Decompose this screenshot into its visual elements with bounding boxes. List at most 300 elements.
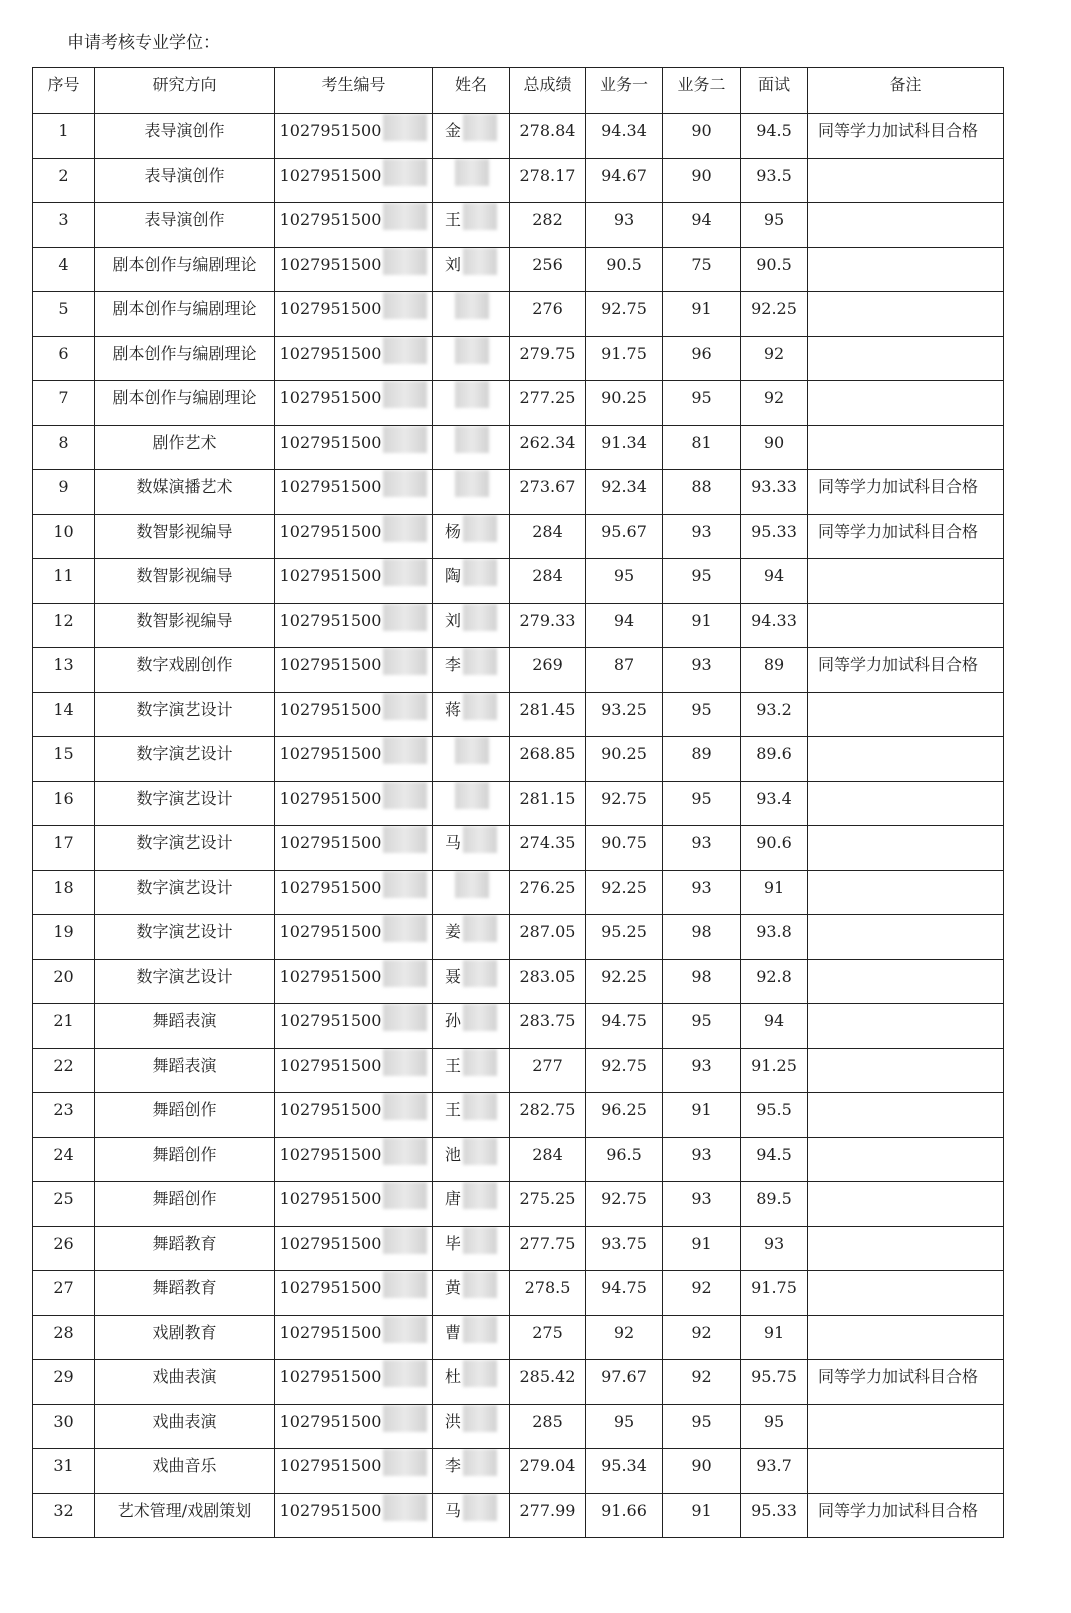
table-row xyxy=(33,692,1004,737)
redacted-id-digits xyxy=(383,1405,427,1432)
cell-candidate-id: 1027951500 xyxy=(275,559,433,604)
cell-interview: 93.5 xyxy=(741,158,808,203)
cell-candidate-id: 1027951500 xyxy=(275,203,433,248)
cell-candidate-id: 1027951500 xyxy=(275,1360,433,1405)
cell-interview: 90.5 xyxy=(741,247,808,292)
cell-direction: 表导演创作 xyxy=(95,158,275,203)
redacted-id-digits xyxy=(383,648,427,675)
cell-subject1: 96.25 xyxy=(586,1093,663,1138)
cell-direction: 舞蹈教育 xyxy=(95,1271,275,1316)
cell-direction: 表导演创作 xyxy=(95,203,275,248)
cell-subject1: 91.66 xyxy=(586,1493,663,1538)
redacted-id-digits xyxy=(383,559,427,586)
cell-subject1: 91.75 xyxy=(586,336,663,381)
cell-total: 278.84 xyxy=(510,114,586,159)
cell-interview: 95.33 xyxy=(741,1493,808,1538)
col-header-remark: 备注 xyxy=(808,68,1004,114)
redacted-name xyxy=(463,648,497,675)
cell-total: 275 xyxy=(510,1315,586,1360)
cell-remark: 同等学力加试科目合格 xyxy=(808,648,1004,693)
cell-interview: 93.7 xyxy=(741,1449,808,1494)
cell-candidate-id: 1027951500 xyxy=(275,781,433,826)
cell-subject1: 92.75 xyxy=(586,1048,663,1093)
cell-remark xyxy=(808,870,1004,915)
cell-remark xyxy=(808,1404,1004,1449)
cell-seq: 4 xyxy=(33,247,95,292)
redacted-name xyxy=(455,737,489,764)
redacted-name xyxy=(463,515,497,542)
cell-total: 276.25 xyxy=(510,870,586,915)
cell-direction: 舞蹈教育 xyxy=(95,1226,275,1271)
cell-direction: 数字演艺设计 xyxy=(95,737,275,782)
cell-subject1: 94.34 xyxy=(586,114,663,159)
cell-subject2: 96 xyxy=(663,336,741,381)
cell-subject2: 95 xyxy=(663,1404,741,1449)
redacted-name xyxy=(463,114,497,141)
table-row xyxy=(33,292,1004,337)
cell-candidate-id: 1027951500 xyxy=(275,826,433,871)
cell-remark xyxy=(808,559,1004,604)
redacted-name xyxy=(463,1049,497,1076)
cell-direction: 艺术管理/戏剧策划 xyxy=(95,1493,275,1538)
cell-direction: 剧作艺术 xyxy=(95,425,275,470)
cell-subject2: 81 xyxy=(663,425,741,470)
cell-candidate-id: 1027951500 xyxy=(275,158,433,203)
cell-subject2: 93 xyxy=(663,1137,741,1182)
cell-subject2: 92 xyxy=(663,1315,741,1360)
cell-subject1: 93.75 xyxy=(586,1226,663,1271)
cell-subject2: 91 xyxy=(663,1493,741,1538)
cell-interview: 89 xyxy=(741,648,808,693)
cell-seq: 20 xyxy=(33,959,95,1004)
table-row xyxy=(33,1404,1004,1449)
cell-candidate-id: 1027951500 xyxy=(275,514,433,559)
cell-candidate-id: 1027951500 xyxy=(275,292,433,337)
cell-candidate-id: 1027951500 xyxy=(275,737,433,782)
table-row xyxy=(33,1004,1004,1049)
cell-name: 洪 xyxy=(433,1404,510,1449)
redacted-name xyxy=(463,693,497,720)
cell-remark xyxy=(808,247,1004,292)
cell-interview: 94.5 xyxy=(741,114,808,159)
cell-subject1: 90.25 xyxy=(586,381,663,426)
cell-name: 姜 xyxy=(433,915,510,960)
redacted-name xyxy=(455,159,489,186)
cell-seq: 13 xyxy=(33,648,95,693)
cell-seq: 5 xyxy=(33,292,95,337)
redacted-name xyxy=(463,1360,497,1387)
cell-direction: 戏剧教育 xyxy=(95,1315,275,1360)
cell-remark xyxy=(808,1226,1004,1271)
cell-direction: 数字演艺设计 xyxy=(95,959,275,1004)
cell-name xyxy=(433,470,510,515)
cell-name xyxy=(433,781,510,826)
cell-remark xyxy=(808,915,1004,960)
cell-remark xyxy=(808,959,1004,1004)
cell-name: 毕 xyxy=(433,1226,510,1271)
cell-candidate-id: 1027951500 xyxy=(275,603,433,648)
cell-direction: 剧本创作与编剧理论 xyxy=(95,292,275,337)
cell-total: 279.75 xyxy=(510,336,586,381)
redacted-id-digits xyxy=(383,248,427,275)
cell-total: 256 xyxy=(510,247,586,292)
redacted-id-digits xyxy=(383,337,427,364)
cell-subject1: 94.75 xyxy=(586,1004,663,1049)
cell-candidate-id: 1027951500 xyxy=(275,114,433,159)
table-row xyxy=(33,1137,1004,1182)
cell-total: 269 xyxy=(510,648,586,693)
cell-interview: 94 xyxy=(741,559,808,604)
table-row xyxy=(33,381,1004,426)
cell-candidate-id: 1027951500 xyxy=(275,1493,433,1538)
cell-interview: 95.33 xyxy=(741,514,808,559)
cell-subject2: 93 xyxy=(663,514,741,559)
cell-interview: 94 xyxy=(741,1004,808,1049)
cell-seq: 2 xyxy=(33,158,95,203)
redacted-name xyxy=(463,1405,497,1432)
cell-remark xyxy=(808,381,1004,426)
table-row xyxy=(33,1449,1004,1494)
cell-seq: 31 xyxy=(33,1449,95,1494)
cell-interview: 95.5 xyxy=(741,1093,808,1138)
cell-remark: 同等学力加试科目合格 xyxy=(808,1360,1004,1405)
cell-remark xyxy=(808,1182,1004,1227)
cell-name xyxy=(433,737,510,782)
cell-total: 277.25 xyxy=(510,381,586,426)
cell-total: 278.5 xyxy=(510,1271,586,1316)
table-row xyxy=(33,1271,1004,1316)
col-header-total: 总成绩 xyxy=(510,68,586,114)
table-row xyxy=(33,1226,1004,1271)
redacted-name xyxy=(463,604,497,631)
cell-subject2: 91 xyxy=(663,292,741,337)
cell-direction: 数智影视编导 xyxy=(95,603,275,648)
cell-direction: 舞蹈表演 xyxy=(95,1004,275,1049)
cell-subject1: 96.5 xyxy=(586,1137,663,1182)
redacted-id-digits xyxy=(383,1271,427,1298)
cell-subject1: 95.34 xyxy=(586,1449,663,1494)
cell-seq: 18 xyxy=(33,870,95,915)
cell-subject2: 94 xyxy=(663,203,741,248)
cell-seq: 19 xyxy=(33,915,95,960)
cell-remark xyxy=(808,1315,1004,1360)
cell-interview: 93.2 xyxy=(741,692,808,737)
cell-direction: 数字戏剧创作 xyxy=(95,648,275,693)
cell-remark xyxy=(808,826,1004,871)
cell-name: 马 xyxy=(433,1493,510,1538)
cell-interview: 93.8 xyxy=(741,915,808,960)
cell-candidate-id: 1027951500 xyxy=(275,1048,433,1093)
cell-remark xyxy=(808,336,1004,381)
table-row xyxy=(33,1315,1004,1360)
cell-subject1: 93.25 xyxy=(586,692,663,737)
cell-subject1: 92.34 xyxy=(586,470,663,515)
cell-total: 287.05 xyxy=(510,915,586,960)
cell-total: 273.67 xyxy=(510,470,586,515)
cell-remark xyxy=(808,425,1004,470)
cell-direction: 数字演艺设计 xyxy=(95,870,275,915)
redacted-id-digits xyxy=(383,515,427,542)
redacted-id-digits xyxy=(383,737,427,764)
cell-name: 黄 xyxy=(433,1271,510,1316)
document-heading: 申请考核专业学位： xyxy=(67,33,220,53)
table-row xyxy=(33,870,1004,915)
cell-total: 285.42 xyxy=(510,1360,586,1405)
cell-total: 268.85 xyxy=(510,737,586,782)
cell-seq: 1 xyxy=(33,114,95,159)
redacted-id-digits xyxy=(383,960,427,987)
cell-seq: 3 xyxy=(33,203,95,248)
redacted-id-digits xyxy=(383,915,427,942)
redacted-name xyxy=(455,337,489,364)
cell-name: 杨 xyxy=(433,514,510,559)
cell-subject2: 90 xyxy=(663,114,741,159)
cell-candidate-id: 1027951500 xyxy=(275,1404,433,1449)
cell-remark xyxy=(808,1004,1004,1049)
col-header-name: 姓名 xyxy=(433,68,510,114)
cell-name: 曹 xyxy=(433,1315,510,1360)
cell-direction: 数字演艺设计 xyxy=(95,826,275,871)
redacted-id-digits xyxy=(383,1494,427,1521)
cell-candidate-id: 1027951500 xyxy=(275,1004,433,1049)
redacted-id-digits xyxy=(383,470,427,497)
cell-seq: 15 xyxy=(33,737,95,782)
cell-subject2: 90 xyxy=(663,158,741,203)
cell-remark: 同等学力加试科目合格 xyxy=(808,514,1004,559)
cell-total: 285 xyxy=(510,1404,586,1449)
redacted-id-digits xyxy=(383,1049,427,1076)
col-header-interview: 面试 xyxy=(741,68,808,114)
table-row xyxy=(33,1360,1004,1405)
cell-seq: 24 xyxy=(33,1137,95,1182)
cell-seq: 25 xyxy=(33,1182,95,1227)
cell-name: 王 xyxy=(433,203,510,248)
cell-subject2: 92 xyxy=(663,1360,741,1405)
table-row xyxy=(33,1048,1004,1093)
cell-direction: 数媒演播艺术 xyxy=(95,470,275,515)
cell-total: 277.99 xyxy=(510,1493,586,1538)
col-header-seq: 序号 xyxy=(33,68,95,114)
cell-subject2: 93 xyxy=(663,1182,741,1227)
cell-candidate-id: 1027951500 xyxy=(275,1182,433,1227)
redacted-name xyxy=(455,871,489,898)
col-header-direction: 研究方向 xyxy=(95,68,275,114)
table-row xyxy=(33,1493,1004,1538)
cell-direction: 剧本创作与编剧理论 xyxy=(95,247,275,292)
cell-subject2: 95 xyxy=(663,381,741,426)
table-row xyxy=(33,1093,1004,1138)
cell-name: 池 xyxy=(433,1137,510,1182)
cell-candidate-id: 1027951500 xyxy=(275,692,433,737)
redacted-name xyxy=(455,782,489,809)
cell-direction: 戏曲表演 xyxy=(95,1360,275,1405)
redacted-id-digits xyxy=(383,1004,427,1031)
redacted-name xyxy=(463,1449,497,1476)
cell-subject2: 95 xyxy=(663,692,741,737)
redacted-id-digits xyxy=(383,1138,427,1165)
cell-seq: 12 xyxy=(33,603,95,648)
redacted-name xyxy=(455,470,489,497)
cell-subject2: 91 xyxy=(663,1093,741,1138)
cell-name xyxy=(433,425,510,470)
redacted-name xyxy=(463,1494,497,1521)
cell-direction: 数字演艺设计 xyxy=(95,692,275,737)
cell-name xyxy=(433,381,510,426)
cell-total: 282.75 xyxy=(510,1093,586,1138)
cell-direction: 戏曲表演 xyxy=(95,1404,275,1449)
cell-interview: 89.5 xyxy=(741,1182,808,1227)
cell-seq: 7 xyxy=(33,381,95,426)
cell-direction: 剧本创作与编剧理论 xyxy=(95,336,275,381)
cell-total: 279.04 xyxy=(510,1449,586,1494)
cell-interview: 93 xyxy=(741,1226,808,1271)
redacted-name xyxy=(463,1316,497,1343)
redacted-id-digits xyxy=(383,381,427,408)
redacted-name xyxy=(463,1138,497,1165)
cell-seq: 6 xyxy=(33,336,95,381)
table-row xyxy=(33,737,1004,782)
cell-subject1: 90.75 xyxy=(586,826,663,871)
cell-subject1: 95 xyxy=(586,1404,663,1449)
cell-subject1: 95 xyxy=(586,559,663,604)
redacted-id-digits xyxy=(383,693,427,720)
table-row xyxy=(33,203,1004,248)
cell-remark xyxy=(808,1137,1004,1182)
cell-subject1: 94.75 xyxy=(586,1271,663,1316)
table-header-row xyxy=(33,68,1004,114)
cell-interview: 90.6 xyxy=(741,826,808,871)
cell-total: 284 xyxy=(510,1137,586,1182)
cell-direction: 舞蹈创作 xyxy=(95,1137,275,1182)
cell-candidate-id: 1027951500 xyxy=(275,1093,433,1138)
cell-subject1: 92.25 xyxy=(586,959,663,1004)
cell-seq: 11 xyxy=(33,559,95,604)
cell-interview: 95 xyxy=(741,1404,808,1449)
cell-name xyxy=(433,870,510,915)
cell-direction: 数字演艺设计 xyxy=(95,781,275,826)
cell-candidate-id: 1027951500 xyxy=(275,247,433,292)
cell-subject1: 87 xyxy=(586,648,663,693)
cell-total: 279.33 xyxy=(510,603,586,648)
cell-interview: 91.75 xyxy=(741,1271,808,1316)
cell-seq: 22 xyxy=(33,1048,95,1093)
cell-candidate-id: 1027951500 xyxy=(275,1271,433,1316)
table-row xyxy=(33,915,1004,960)
redacted-id-digits xyxy=(383,1449,427,1476)
cell-subject1: 94 xyxy=(586,603,663,648)
redacted-id-digits xyxy=(383,1316,427,1343)
cell-remark xyxy=(808,1271,1004,1316)
cell-seq: 21 xyxy=(33,1004,95,1049)
cell-candidate-id: 1027951500 xyxy=(275,1449,433,1494)
cell-interview: 92.25 xyxy=(741,292,808,337)
redacted-name xyxy=(463,1093,497,1120)
cell-total: 284 xyxy=(510,514,586,559)
cell-subject2: 88 xyxy=(663,470,741,515)
cell-remark xyxy=(808,1093,1004,1138)
table-row xyxy=(33,781,1004,826)
cell-candidate-id: 1027951500 xyxy=(275,1315,433,1360)
cell-interview: 92.8 xyxy=(741,959,808,1004)
cell-interview: 94.5 xyxy=(741,1137,808,1182)
redacted-name xyxy=(455,292,489,319)
cell-total: 283.75 xyxy=(510,1004,586,1049)
cell-name: 王 xyxy=(433,1093,510,1138)
cell-seq: 26 xyxy=(33,1226,95,1271)
table-row xyxy=(33,648,1004,693)
cell-candidate-id: 1027951500 xyxy=(275,470,433,515)
cell-total: 278.17 xyxy=(510,158,586,203)
cell-total: 276 xyxy=(510,292,586,337)
cell-subject1: 92.75 xyxy=(586,292,663,337)
col-header-candidate-id: 考生编号 xyxy=(275,68,433,114)
cell-direction: 戏曲音乐 xyxy=(95,1449,275,1494)
cell-total: 274.35 xyxy=(510,826,586,871)
cell-name: 杜 xyxy=(433,1360,510,1405)
cell-subject2: 95 xyxy=(663,781,741,826)
redacted-name xyxy=(463,960,497,987)
cell-subject2: 92 xyxy=(663,1271,741,1316)
cell-name: 李 xyxy=(433,1449,510,1494)
cell-name: 陶 xyxy=(433,559,510,604)
cell-candidate-id: 1027951500 xyxy=(275,381,433,426)
cell-subject2: 93 xyxy=(663,1048,741,1093)
table-row xyxy=(33,158,1004,203)
cell-candidate-id: 1027951500 xyxy=(275,870,433,915)
cell-remark xyxy=(808,292,1004,337)
cell-remark xyxy=(808,1449,1004,1494)
cell-name: 唐 xyxy=(433,1182,510,1227)
table-row xyxy=(33,336,1004,381)
cell-seq: 14 xyxy=(33,692,95,737)
cell-candidate-id: 1027951500 xyxy=(275,648,433,693)
cell-interview: 89.6 xyxy=(741,737,808,782)
cell-subject1: 92.25 xyxy=(586,870,663,915)
redacted-id-digits xyxy=(383,426,427,453)
cell-candidate-id: 1027951500 xyxy=(275,915,433,960)
cell-seq: 30 xyxy=(33,1404,95,1449)
cell-remark: 同等学力加试科目合格 xyxy=(808,1493,1004,1538)
redacted-id-digits xyxy=(383,826,427,853)
col-header-subject1: 业务一 xyxy=(586,68,663,114)
cell-interview: 91 xyxy=(741,1315,808,1360)
cell-seq: 16 xyxy=(33,781,95,826)
redacted-name xyxy=(463,203,497,230)
cell-subject2: 98 xyxy=(663,915,741,960)
redacted-id-digits xyxy=(383,159,427,186)
cell-subject2: 90 xyxy=(663,1449,741,1494)
cell-candidate-id: 1027951500 xyxy=(275,1137,433,1182)
cell-interview: 93.4 xyxy=(741,781,808,826)
cell-candidate-id: 1027951500 xyxy=(275,959,433,1004)
redacted-name xyxy=(463,559,497,586)
cell-total: 281.45 xyxy=(510,692,586,737)
cell-subject1: 90.25 xyxy=(586,737,663,782)
redacted-id-digits xyxy=(383,1093,427,1120)
cell-direction: 舞蹈创作 xyxy=(95,1093,275,1138)
cell-seq: 32 xyxy=(33,1493,95,1538)
redacted-name xyxy=(455,381,489,408)
table-row xyxy=(33,247,1004,292)
cell-name xyxy=(433,158,510,203)
cell-interview: 91.25 xyxy=(741,1048,808,1093)
redacted-name xyxy=(455,426,489,453)
cell-total: 281.15 xyxy=(510,781,586,826)
cell-subject2: 98 xyxy=(663,959,741,1004)
cell-total: 277 xyxy=(510,1048,586,1093)
cell-total: 282 xyxy=(510,203,586,248)
cell-subject1: 92.75 xyxy=(586,1182,663,1227)
